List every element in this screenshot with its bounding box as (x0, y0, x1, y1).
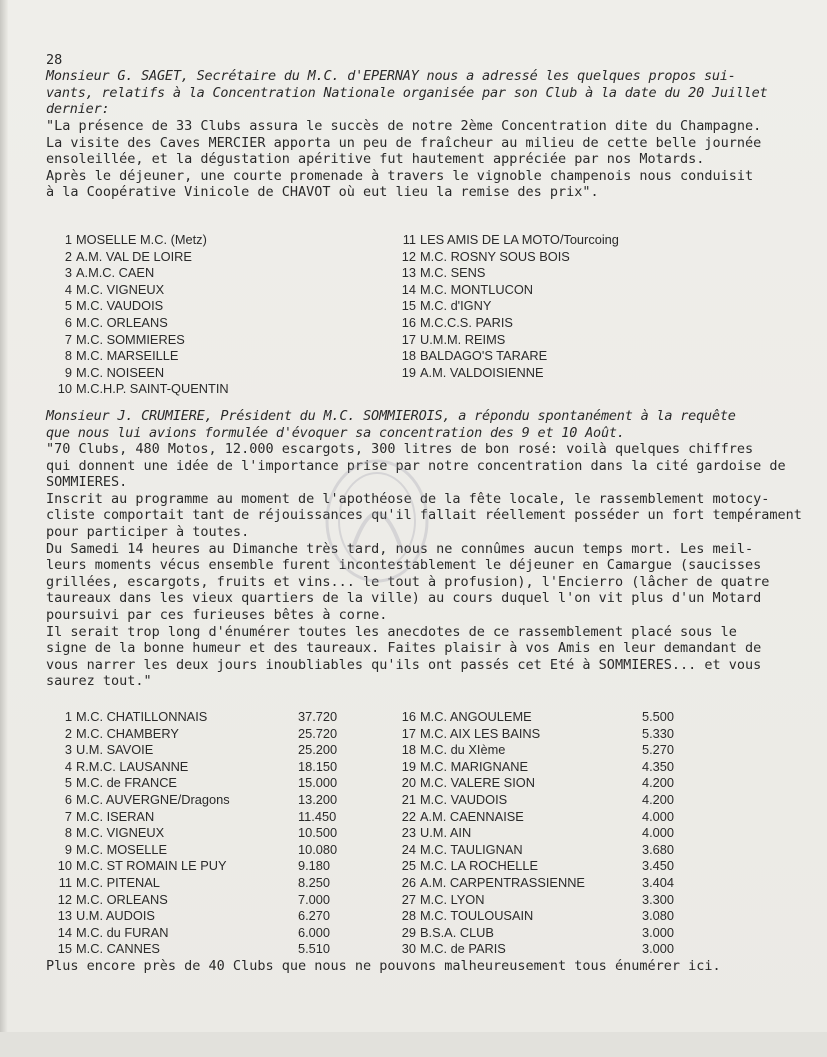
ranking-club: A.M. VALDOISIENNE (420, 364, 544, 380)
ranking-row (392, 924, 675, 942)
ranking-club: R.M.C. LAUSANNE (76, 758, 189, 774)
ranking-rank: 19 (401, 758, 416, 774)
ranking-rank: 8 (64, 348, 72, 364)
ranking-club: M.C. VIGNEUX (76, 281, 165, 297)
ranking-club: M.C. VAUDOIS (76, 298, 164, 314)
ranking-score: 3.450 (642, 858, 675, 874)
ranking-score: 5.510 (298, 941, 331, 957)
ranking-row (48, 775, 338, 792)
ranking-row (48, 725, 338, 743)
ranking-rank: 2 (64, 725, 72, 741)
ranking-club: M.C. CHAMBERY (76, 725, 179, 741)
ranking-score: 3.000 (642, 924, 675, 940)
ranking-epernay-right (392, 232, 619, 381)
ranking-row (48, 891, 331, 909)
ranking-row (48, 841, 338, 859)
ranking-row (48, 298, 229, 315)
ranking-club: U.M. SAVOIE (76, 742, 154, 758)
ranking-row (48, 874, 331, 892)
ranking-score: 8.250 (298, 874, 331, 890)
ranking-row (392, 348, 619, 365)
ranking-rank: 17 (401, 725, 416, 741)
ranking-row (48, 858, 331, 875)
ranking-rank: 2 (64, 248, 72, 264)
ranking-score: 3.080 (642, 908, 675, 924)
ranking-score: 5.500 (642, 709, 675, 724)
ranking-row (48, 709, 338, 726)
ranking-score: 25.200 (298, 742, 338, 758)
ranking-row (48, 808, 337, 826)
ranking-club: M.C. LA ROCHELLE (420, 858, 539, 874)
ranking-row (392, 941, 675, 958)
ranking-row (392, 841, 675, 859)
ranking-club: M.C. PITENAL (76, 874, 160, 890)
ranking-score: 11.450 (298, 808, 337, 824)
ranking-rank: 5 (64, 775, 72, 791)
ranking-row (392, 232, 619, 249)
ranking-rank: 5 (64, 298, 72, 314)
ranking-score: 18.150 (298, 758, 338, 774)
ranking-row (392, 825, 675, 842)
ranking-score: 5.270 (642, 742, 675, 758)
ranking-club: M.C. AIX LES BAINS (420, 725, 541, 741)
ranking-row (48, 742, 338, 759)
ranking-row (392, 808, 675, 826)
ranking-score: 6.270 (298, 908, 331, 924)
ranking-score: 10.080 (298, 841, 338, 857)
ranking-rank: 3 (64, 265, 72, 281)
ranking-row (48, 791, 338, 809)
ranking-rank: 10 (57, 858, 72, 874)
ranking-rank: 4 (64, 758, 72, 774)
ranking-club: U.M. AIN (420, 825, 472, 841)
ranking-score: 37.720 (298, 709, 338, 724)
ranking-club: M.C. TOULOUSAIN (420, 908, 534, 924)
ranking-club: M.C.H.P. SAINT-QUENTIN (76, 381, 229, 397)
ranking-rank: 12 (57, 891, 72, 907)
ranking-row (48, 365, 229, 382)
ranking-row (48, 924, 331, 942)
ranking-rank: 11 (402, 232, 416, 247)
ranking-rank: 28 (401, 908, 416, 924)
ranking-club: M.C. ORLEANS (76, 891, 168, 907)
ranking-club: M.C. ISERAN (76, 808, 155, 824)
ranking-score: 25.720 (298, 725, 338, 741)
ranking-club: A.M. VAL DE LOIRE (76, 248, 192, 264)
ranking-rank: 21 (401, 791, 416, 807)
ranking-row (392, 265, 619, 282)
ranking-rank: 8 (64, 825, 72, 841)
ranking-club: M.C. CHATILLONNAIS (76, 709, 208, 724)
binding-shadow (0, 0, 8, 1057)
ranking-rank: 9 (64, 364, 72, 380)
ranking-rank: 1 (64, 232, 72, 247)
ranking-score: 3.404 (642, 874, 675, 890)
ranking-score: 13.200 (298, 791, 338, 807)
ranking-rank: 13 (57, 908, 72, 924)
closing-note: Plus encore près de 40 Clubs que nous ne pouvons malheureusement tous énumérer ici. (46, 958, 721, 974)
ranking-row (48, 758, 338, 776)
ranking-rank: 13 (401, 265, 416, 281)
ranking-row (392, 758, 675, 776)
ranking-rank: 27 (401, 891, 416, 907)
ranking-row (48, 249, 229, 266)
ranking-rank: 14 (401, 281, 416, 297)
ranking-club: M.C. MARSEILLE (76, 348, 179, 364)
ranking-club: M.C. du FURAN (76, 924, 169, 940)
ranking-row (48, 282, 229, 299)
ranking-row (48, 381, 229, 398)
ranking-row (392, 365, 619, 382)
ranking-score: 7.000 (298, 891, 331, 907)
ranking-rank: 3 (64, 742, 72, 758)
ranking-rank: 16 (401, 709, 416, 724)
ranking-score: 4.350 (642, 758, 675, 774)
ranking-row (392, 775, 675, 792)
ranking-club: LES AMIS DE LA MOTO/Tourcoing (420, 232, 619, 247)
ranking-row (48, 348, 229, 365)
ranking-club: M.C. du XIème (420, 742, 506, 758)
ranking-rank: 4 (64, 281, 72, 297)
ranking-rank: 12 (401, 248, 416, 264)
quote-saget: "La présence de 33 Clubs assura le succès de notre 2ème Concentration dite du Champagne. La visite des Caves MERCIER apporta un peu de fraîcheur au milieu de cette belle journée ensoleillée, et la dégustation apéritive fut hautement appréciée par nos Motards. Après le déjeuner, une courte promenade à travers le vignoble champenois nous conduisit à la Coopérative Vinicole de CHAVOT où eut lieu la remise des prix". (46, 118, 762, 201)
ranking-row (392, 249, 619, 266)
ranking-score: 3.300 (642, 891, 675, 907)
ranking-row (392, 315, 619, 332)
ranking-club: A.M. CAENNAISE (420, 808, 524, 824)
ranking-club: M.C. SOMMIERES (76, 331, 185, 347)
ranking-rank: 18 (401, 348, 416, 364)
page-bottom-edge (0, 1032, 827, 1057)
ranking-club: A.M. CARPENTRASSIENNE (420, 874, 585, 890)
ranking-row (48, 232, 229, 249)
ranking-score: 3.000 (642, 941, 675, 957)
ranking-row (392, 858, 675, 875)
ranking-rank: 19 (401, 364, 416, 380)
ranking-club: A.M.C. CAEN (76, 265, 155, 281)
ranking-club: M.C. MONTLUCON (420, 281, 534, 297)
ranking-club: U.M. AUDOIS (76, 908, 155, 924)
ranking-rank: 7 (64, 331, 72, 347)
ranking-club: M.C. TAULIGNAN (420, 841, 523, 857)
ranking-score: 4.000 (642, 825, 675, 841)
ranking-club: M.C. VALERE SION (420, 775, 535, 791)
ranking-club: M.C. NOISEEN (76, 364, 165, 380)
ranking-row (392, 725, 675, 743)
ranking-score: 9.180 (298, 858, 331, 874)
ranking-club: M.C. ORLEANS (76, 314, 168, 330)
watermark-logo-icon (322, 456, 432, 586)
ranking-score: 5.330 (642, 725, 675, 741)
ranking-row (392, 709, 675, 726)
ranking-row (392, 282, 619, 299)
intro-saget: Monsieur G. SAGET, Secrétaire du M.C. d'EPERNAY nous a adressé les quelques propos sui- vants, relatifs à la Concentration Nationale organisée par son Club à la date du 20 Juillet dernier: (46, 68, 768, 118)
ranking-club: M.C. ST ROMAIN LE PUY (76, 858, 227, 874)
ranking-score: 4.200 (642, 775, 675, 791)
ranking-rank: 18 (401, 742, 416, 758)
ranking-row (48, 941, 331, 958)
ranking-rank: 10 (57, 381, 72, 397)
ranking-club: M.C. MOSELLE (76, 841, 168, 857)
ranking-score: 4.000 (642, 808, 675, 824)
quote-crumiere: "70 Clubs, 480 Motos, 12.000 escargots, 300 litres de bon rosé: voilà quelques chiffres qui donnent une idée de l'importance prise par notre concentration dans la cité gardoise de SOMMIERES. Inscrit au programme au moment de l'apothéose de la fête locale, le rassemblement motocy- cliste comportait tant de réjouissances qu'il fallait réellement posséder un fort tempérament pour participer à toutes. Du Samedi 14 heures au Dimanche très tard, nous ne connûmes aucun temps mort. Les meil- leurs moments vécus ensemble furent incontestablement le déjeuner en Camargue (saucisses grillées, escargots, fruits et vins... le tout à profusion), l'Encierro (lâcher de quatre taureaux dans les vieux quartiers de la ville) au cours duquel l'on vit plus d'un Motard poursuivi par ces furieuses bêtes à corne. Il serait trop long d'énumérer toutes les anecdotes de ce rassemblement placé sous le signe de la bonne humeur et des taureaux. Faites plaisir à vos Amis en leur demandant de vous narrer les deux jours inoubliables qu'ils ont passés cet Eté à SOMMIERES... et vous saurez tout." (46, 441, 802, 690)
ranking-row (48, 332, 229, 349)
ranking-row (392, 908, 675, 925)
ranking-rank: 6 (64, 791, 72, 807)
ranking-rank: 6 (64, 314, 72, 330)
ranking-score: 15.000 (298, 775, 338, 791)
ranking-rank: 15 (57, 941, 72, 957)
ranking-rank: 23 (401, 825, 416, 841)
ranking-club: M.C. VIGNEUX (76, 825, 165, 841)
ranking-rank: 24 (401, 841, 416, 857)
ranking-rank: 9 (64, 841, 72, 857)
ranking-club: M.C. CANNES (76, 941, 160, 957)
ranking-rank: 20 (401, 775, 416, 791)
ranking-club: M.C. ANGOULEME (420, 709, 532, 724)
ranking-club: B.S.A. CLUB (420, 924, 494, 940)
ranking-club: U.M.M. REIMS (420, 331, 506, 347)
ranking-club: M.C. SENS (420, 265, 486, 281)
ranking-club: M.C. LYON (420, 891, 485, 907)
ranking-club: M.C. de FRANCE (76, 775, 177, 791)
ranking-rank: 1 (64, 709, 72, 724)
ranking-rank: 25 (401, 858, 416, 874)
ranking-score: 10.500 (298, 825, 338, 841)
ranking-rank: 14 (57, 924, 72, 940)
ranking-rank: 7 (64, 808, 72, 824)
ranking-score: 3.680 (642, 841, 675, 857)
ranking-sommieres-right (392, 709, 675, 958)
ranking-score: 4.200 (642, 791, 675, 807)
ranking-club: M.C.C.S. PARIS (420, 314, 513, 330)
ranking-rank: 15 (401, 298, 416, 314)
ranking-club: M.C. MARIGNANE (420, 758, 529, 774)
ranking-rank: 26 (401, 874, 416, 890)
ranking-row (392, 874, 675, 892)
intro-crumiere: Monsieur J. CRUMIERE, Président du M.C. SOMMIEROIS, a répondu spontanément à la requête que nous lui avions formulée d'évoquer sa concentration des 9 et 10 Août. (46, 408, 736, 441)
ranking-sommieres-left (48, 709, 338, 958)
ranking-rank: 17 (401, 331, 416, 347)
ranking-rank: 22 (401, 808, 416, 824)
ranking-row (392, 891, 675, 909)
ranking-row (392, 298, 619, 315)
ranking-rank: 30 (401, 941, 416, 957)
ranking-rank: 11 (58, 874, 72, 890)
ranking-row (48, 315, 229, 332)
ranking-club: M.C. AUVERGNE/Dragons (76, 791, 230, 807)
ranking-club: M.C. VAUDOIS (420, 791, 508, 807)
ranking-club: BALDAGO'S TARARE (420, 348, 548, 364)
ranking-epernay-left (48, 232, 229, 398)
ranking-row (392, 791, 675, 809)
ranking-club: MOSELLE M.C. (Metz) (76, 232, 207, 247)
ranking-club: M.C. de PARIS (420, 941, 506, 957)
ranking-row (392, 742, 675, 759)
page-number: 28 (46, 52, 63, 68)
ranking-row (48, 908, 331, 925)
ranking-club: M.C. d'IGNY (420, 298, 492, 314)
ranking-club: M.C. ROSNY SOUS BOIS (420, 248, 570, 264)
ranking-rank: 16 (401, 314, 416, 330)
ranking-score: 6.000 (298, 924, 331, 940)
ranking-row (392, 332, 619, 349)
ranking-row (48, 825, 338, 842)
ranking-rank: 29 (401, 924, 416, 940)
ranking-row (48, 265, 229, 282)
